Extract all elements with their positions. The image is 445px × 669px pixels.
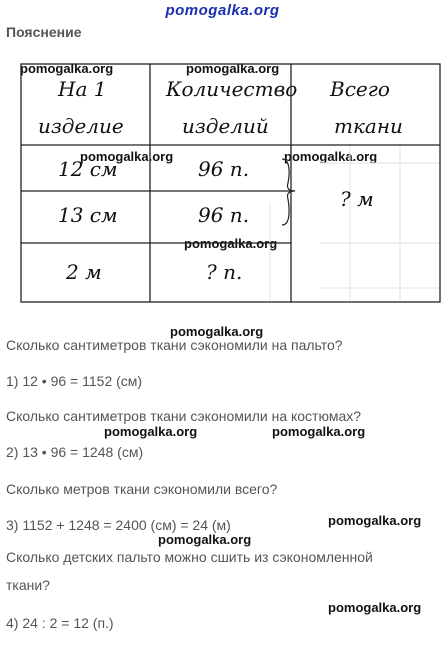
question-3: Сколько метров ткани сэкономили всего? — [6, 481, 278, 497]
cell-row1-per-item: 12 см — [58, 157, 118, 181]
cell-row2-per-item: 13 см — [58, 203, 118, 227]
watermark: pomogalka.org — [170, 324, 264, 339]
condition-table — [20, 63, 442, 303]
question-4-line-2: ткани? — [6, 577, 50, 593]
step-3: 3) 1152 + 1248 = 2400 (см) = 24 (м) — [6, 517, 231, 533]
header-total-1: Всего — [330, 77, 390, 101]
cell-row3-count: ? п. — [206, 260, 243, 284]
watermark: pomogalka.org — [328, 600, 422, 615]
question-2: Сколько сантиметров ткани сэкономили на костюмах? — [6, 408, 362, 424]
section-heading: Пояснение — [6, 24, 82, 40]
question-4-line-1: Сколько детских пальто можно сшить из сэкономленной — [6, 549, 373, 565]
brace — [282, 159, 295, 225]
step-2: 2) 13 • 96 = 1248 (см) — [6, 444, 144, 460]
watermark: pomogalka.org — [104, 424, 198, 439]
header-per-item-2: изделие — [38, 114, 124, 138]
watermark: pomogalka.org — [20, 61, 114, 76]
watermark: pomogalka.org — [284, 149, 378, 164]
header-count-1: Количество — [166, 77, 298, 101]
cell-row1-count: 96 п. — [198, 157, 250, 181]
cell-total: ? м — [340, 187, 374, 211]
header-per-item-1: На 1 — [58, 77, 107, 101]
step-1: 1) 12 • 96 = 1152 (см) — [6, 373, 143, 389]
question-1: Сколько сантиметров ткани сэкономили на пальто? — [6, 337, 343, 353]
watermark: pomogalka.org — [186, 61, 280, 76]
grid-background — [270, 143, 440, 301]
header-count-2: изделий — [182, 114, 269, 138]
watermark: pomogalka.org — [328, 513, 422, 528]
header-total-2: ткани — [334, 114, 403, 138]
watermark-top: pomogalka.org — [165, 2, 280, 19]
cell-row3-per-item: 2 м — [66, 260, 102, 284]
step-4: 4) 24 : 2 = 12 (п.) — [6, 615, 114, 631]
watermark: pomogalka.org — [184, 236, 278, 251]
watermark: pomogalka.org — [158, 532, 252, 547]
watermark: pomogalka.org — [80, 149, 174, 164]
cell-row2-count: 96 п. — [198, 203, 250, 227]
watermark: pomogalka.org — [272, 424, 366, 439]
